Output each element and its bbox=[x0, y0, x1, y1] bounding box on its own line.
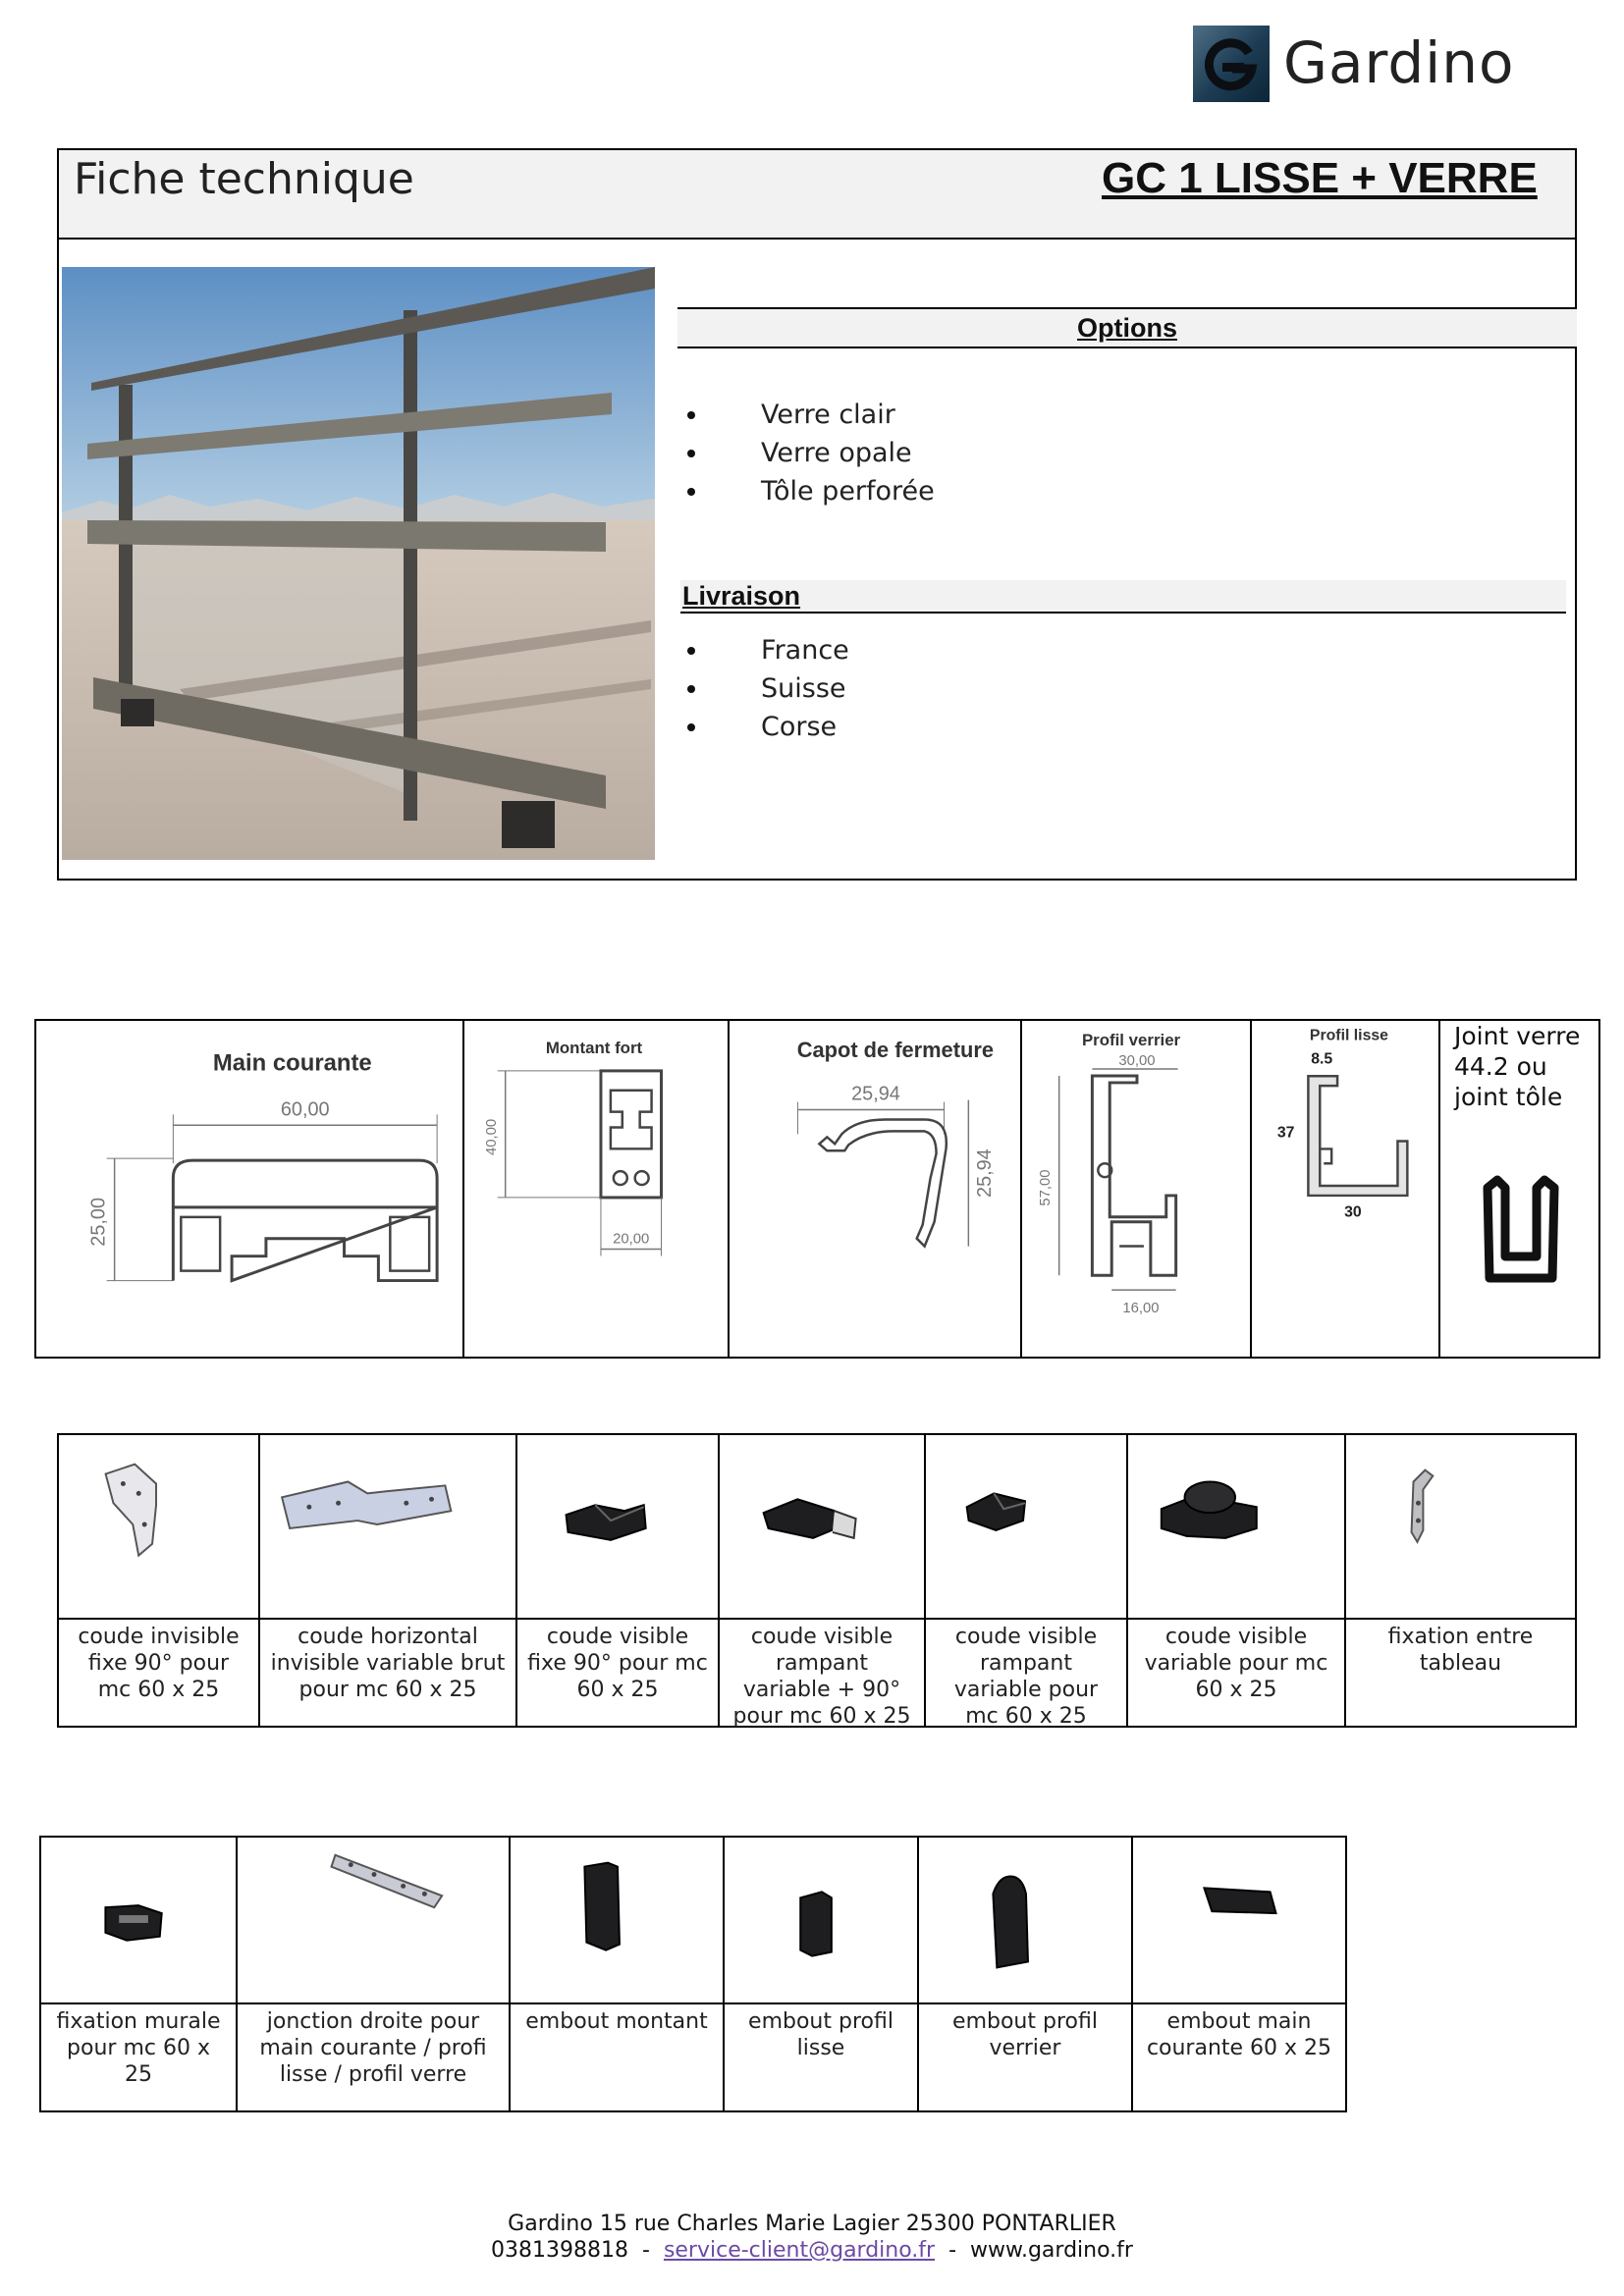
footer-website[interactable]: www.gardino.fr bbox=[970, 2238, 1133, 2263]
options-title: Options bbox=[1077, 313, 1177, 343]
accessory-cell bbox=[511, 1838, 725, 2110]
accessory-label: fixation entre tableau bbox=[1387, 1625, 1534, 1676]
accessory-image bbox=[59, 1435, 258, 1620]
accessory-label: embout profil lisse bbox=[748, 2009, 893, 2060]
accessory-cell bbox=[59, 1435, 260, 1726]
footer-contact bbox=[0, 2237, 1624, 2264]
livraison-item: Corse bbox=[682, 708, 849, 746]
livraison-list bbox=[682, 631, 849, 746]
brand-name: Gardino bbox=[1283, 29, 1515, 96]
product-name: GC 1 LISSE + VERRE bbox=[1102, 154, 1538, 202]
accessories-table-1 bbox=[57, 1433, 1577, 1728]
accessory-label: coude visible variable pour mc 60 x 25 bbox=[1144, 1625, 1328, 1702]
accessories-table-2 bbox=[39, 1836, 1347, 2112]
profil-lisse-drawing bbox=[1252, 1021, 1438, 1357]
capot-height: 25,94 bbox=[974, 1148, 997, 1198]
accessory-label: coude horizontal invisible variable brut pour mc 60 x 25 bbox=[270, 1625, 506, 1702]
main-courante-title: Main courante bbox=[212, 1049, 372, 1077]
option-item: Verre opale bbox=[682, 434, 935, 472]
accessory-image bbox=[725, 1838, 917, 2004]
accessory-label: fixation murale pour mc 60 x 25 bbox=[56, 2009, 221, 2087]
livraison-item: France bbox=[682, 631, 849, 669]
joint-label-line: joint tôle bbox=[1454, 1083, 1563, 1111]
montant-fort-width: 20,00 bbox=[613, 1231, 650, 1248]
main-courante-drawing bbox=[36, 1021, 462, 1357]
joint-drawing bbox=[1440, 1021, 1598, 1357]
livraison-title: Livraison bbox=[682, 581, 801, 611]
profiles-table bbox=[34, 1019, 1600, 1359]
gardino-logo bbox=[1193, 24, 1546, 104]
profil-verrier-height: 57,00 bbox=[1037, 1169, 1054, 1206]
options-header bbox=[677, 307, 1577, 348]
profil-verrier-title: Profil verrier bbox=[1081, 1031, 1181, 1050]
footer-phone: 0381398818 bbox=[491, 2238, 629, 2263]
capot-drawing bbox=[730, 1021, 1020, 1357]
accessory-label: embout profil verrier bbox=[952, 2009, 1098, 2060]
accessory-cell bbox=[1128, 1435, 1346, 1726]
accessory-label: coude visible rampant variable pour mc 60 x 25 bbox=[953, 1625, 1099, 1729]
accessory-image bbox=[238, 1838, 509, 2004]
accessory-cell bbox=[41, 1838, 238, 2110]
accessory-cell bbox=[260, 1435, 517, 1726]
profil-verrier-top: 30,00 bbox=[1118, 1053, 1156, 1070]
footer bbox=[0, 2211, 1624, 2264]
accessory-image bbox=[511, 1838, 723, 2004]
accessory-image bbox=[720, 1435, 924, 1620]
gardino-g-icon bbox=[1193, 26, 1270, 102]
profil-verrier-drawing bbox=[1022, 1021, 1250, 1357]
accessory-label: coude visible rampant variable + 90° pour mc 60 x 25 bbox=[732, 1625, 911, 1729]
footer-separator: - bbox=[628, 2238, 664, 2263]
accessory-image bbox=[926, 1435, 1126, 1620]
accessory-cell bbox=[720, 1435, 926, 1729]
profil-verrier-bottom: 16,00 bbox=[1122, 1300, 1160, 1316]
profile-main-courante bbox=[36, 1021, 464, 1357]
accessory-cell bbox=[238, 1838, 511, 2110]
main-courante-height: 25,00 bbox=[87, 1197, 110, 1247]
main-courante-width: 60,00 bbox=[280, 1098, 330, 1121]
accessory-image bbox=[919, 1838, 1131, 2004]
sheet-header bbox=[59, 150, 1575, 240]
accessory-image bbox=[41, 1838, 236, 2004]
accessory-label: embout montant bbox=[525, 2009, 708, 2034]
accessory-cell bbox=[725, 1838, 919, 2110]
capot-width: 25,94 bbox=[851, 1083, 900, 1105]
livraison-header bbox=[680, 580, 1566, 614]
profile-capot bbox=[730, 1021, 1022, 1357]
sheet-title: Fiche technique bbox=[74, 154, 414, 204]
accessory-label: coude visible fixe 90° pour mc 60 x 25 bbox=[527, 1625, 708, 1702]
accessory-image bbox=[1346, 1435, 1575, 1620]
accessory-cell bbox=[919, 1838, 1133, 2110]
accessory-image bbox=[1128, 1435, 1344, 1620]
accessory-image bbox=[260, 1435, 515, 1620]
accessory-label: coude invisible fixe 90° pour mc 60 x 25 bbox=[78, 1625, 240, 1702]
profile-lisse bbox=[1252, 1021, 1440, 1357]
profile-joint bbox=[1440, 1021, 1598, 1357]
accessory-image bbox=[1133, 1838, 1345, 2004]
profil-lisse-top: 8.5 bbox=[1311, 1050, 1333, 1068]
profil-lisse-bottom: 30 bbox=[1344, 1203, 1362, 1221]
profile-verrier bbox=[1022, 1021, 1252, 1357]
profil-lisse-height: 37 bbox=[1276, 1124, 1295, 1142]
options-list bbox=[682, 396, 935, 510]
montant-fort-height: 40,00 bbox=[483, 1118, 500, 1156]
accessory-cell bbox=[517, 1435, 720, 1726]
railing-render-image bbox=[62, 267, 655, 860]
accessory-label: jonction droite pour main courante / profi lisse / profil verre bbox=[259, 2009, 487, 2087]
footer-email-link[interactable]: service-client@gardino.fr bbox=[663, 2238, 936, 2263]
accessory-label: embout main courante 60 x 25 bbox=[1146, 2009, 1332, 2060]
profile-montant-fort bbox=[464, 1021, 730, 1357]
option-item: Verre clair bbox=[682, 396, 935, 434]
accessory-cell bbox=[1133, 1838, 1345, 2110]
accessory-cell bbox=[1346, 1435, 1575, 1726]
footer-address: Gardino 15 rue Charles Marie Lagier 25300 PONTARLIER bbox=[508, 2212, 1116, 2236]
capot-title: Capot de fermeture bbox=[796, 1037, 994, 1062]
accessory-cell bbox=[926, 1435, 1128, 1729]
montant-fort-drawing bbox=[464, 1021, 728, 1357]
joint-label-line: 44.2 ou bbox=[1454, 1052, 1547, 1081]
technical-sheet bbox=[57, 148, 1577, 881]
livraison-item: Suisse bbox=[682, 669, 849, 708]
montant-fort-title: Montant fort bbox=[545, 1039, 643, 1058]
footer-separator: - bbox=[935, 2238, 971, 2263]
profil-lisse-title: Profil lisse bbox=[1309, 1027, 1388, 1044]
option-item: Tôle perforée bbox=[682, 472, 935, 510]
joint-label-line: Joint verre bbox=[1454, 1022, 1581, 1050]
accessory-image bbox=[517, 1435, 718, 1620]
